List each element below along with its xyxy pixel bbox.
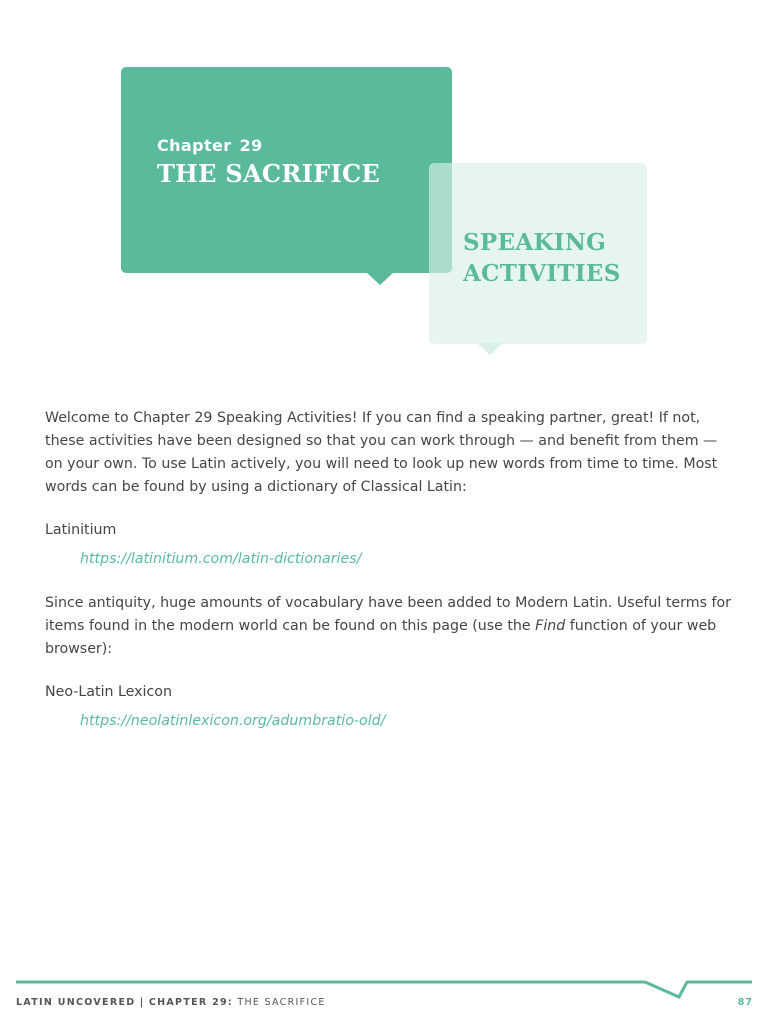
- modern-latin-text-end: function of your web browser):: [45, 618, 717, 657]
- modern-latin-paragraph: [45, 592, 735, 661]
- footer-title: THE SACRIFICE: [237, 997, 326, 1008]
- modern-latin-text-start: Since antiquity, huge amounts of vocabulary have been added to Modern Latin. Useful terms for items found in the modern world can be found on this page (use the: [45, 595, 731, 634]
- chapter-number: Chapter 29: [157, 136, 263, 155]
- section-title-line2: ACTIVITIES: [463, 260, 621, 287]
- page-number: 87: [737, 997, 753, 1008]
- resource-label-latinitium: Latinitium: [45, 522, 117, 538]
- link-latinitium[interactable]: https://latinitium.com/latin-dictionaries/: [80, 551, 362, 567]
- footer-separator: |: [139, 997, 145, 1008]
- section-title-box-tail: [477, 343, 503, 355]
- section-title-line1: SPEAKING: [463, 229, 607, 256]
- body-content: [45, 407, 735, 733]
- intro-paragraph: Welcome to Chapter 29 Speaking Activities! If you can find a speaking partner, great! If not, these activities have been designed so that you can work through — and benefit from them — on your own. To use Latin actively, you will need to look up new words from time to time. Most words can be found by using a dictionary of Classical Latin:: [45, 410, 718, 495]
- link-neo-latin-lexicon[interactable]: https://neolatinlexicon.org/adumbratio-old/: [80, 713, 386, 729]
- footer-book: LATIN UNCOVERED: [16, 997, 136, 1008]
- section-title: [463, 227, 633, 289]
- chapter-title-box-tail: [366, 272, 394, 285]
- find-emphasis: Find: [535, 618, 566, 634]
- footer-chapter: CHAPTER 29:: [148, 997, 234, 1008]
- resource-label-neo-latin-lexicon: Neo-Latin Lexicon: [45, 684, 172, 700]
- chapter-title: THE SACRIFICE: [157, 159, 380, 188]
- footer-running-head: [16, 997, 326, 1008]
